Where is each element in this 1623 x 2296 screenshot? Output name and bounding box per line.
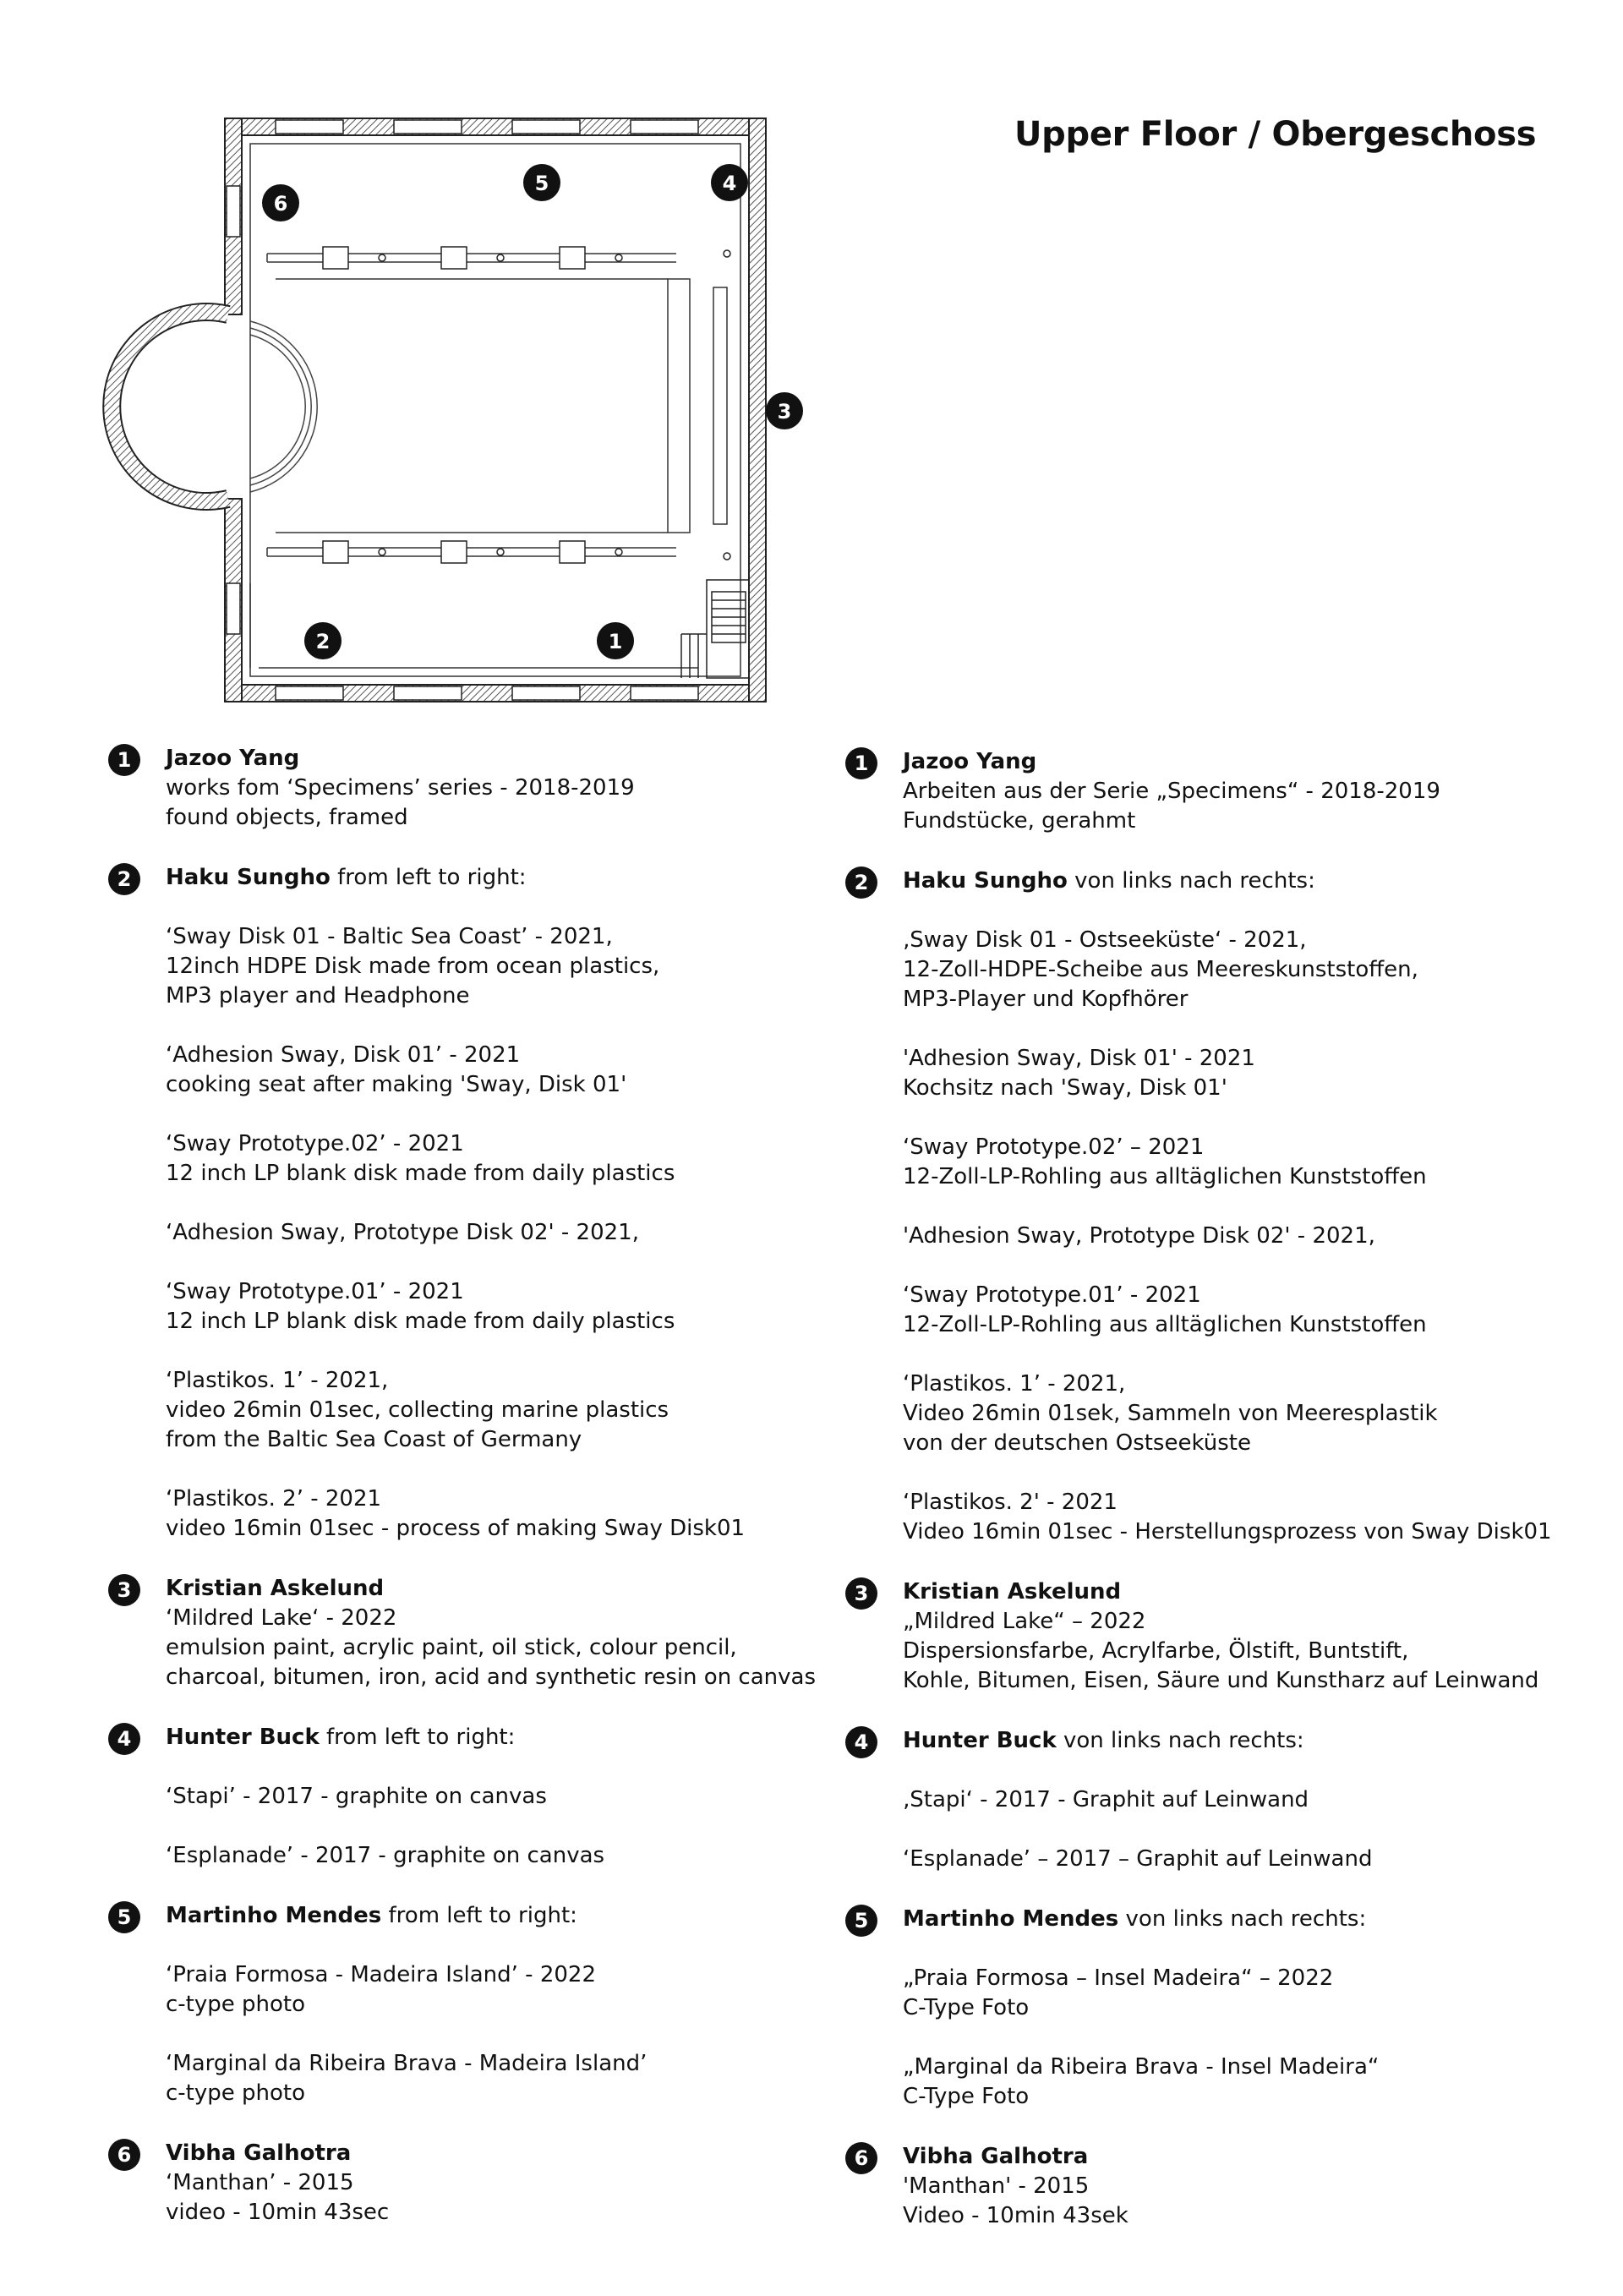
artwork-detail-line: ‘Manthan’ - 2015 xyxy=(166,2170,354,2195)
artwork-detail-line xyxy=(166,1812,869,1841)
artwork-entry xyxy=(845,866,1606,1547)
artwork-detail-line: MP3 player and Headphone xyxy=(166,983,470,1009)
artwork-detail-line: c-type photo xyxy=(166,2080,306,2106)
svg-text:5: 5 xyxy=(534,172,549,195)
artwork-detail-line xyxy=(903,1815,1606,1845)
artwork-detail-line: Video 16min 01sec - Herstellungsprozess von Sway Disk01 xyxy=(903,1519,1552,1544)
artwork-detail-line xyxy=(903,1934,1606,1964)
artwork-detail-line: ‘Adhesion Sway, Disk 01’ - 2021 xyxy=(166,1042,521,1068)
artwork-detail-line: emulsion paint, acrylic paint, oil stick, colour pencil, xyxy=(166,1635,737,1660)
artwork-detail-line: Video - 10min 43sek xyxy=(903,2203,1128,2228)
artwork-detail-line xyxy=(903,896,1606,926)
artwork-detail-line: ‘Plastikos. 2' - 2021 xyxy=(903,1490,1118,1515)
english-artwork-list xyxy=(108,744,869,2228)
artist-name: Martinho Mendes xyxy=(166,1903,382,1928)
artwork-detail-line xyxy=(903,1251,1606,1281)
number-badge: 6 xyxy=(108,2139,140,2171)
plan-marker-2 xyxy=(304,622,342,659)
artist-line xyxy=(166,1723,869,1752)
artwork-detail-line: 12 inch LP blank disk made from daily plastics xyxy=(166,1161,675,1186)
number-badge: 5 xyxy=(845,1905,877,1937)
artwork-detail-line: ‘Esplanade’ - 2017 - graphite on canvas xyxy=(166,1843,605,1868)
artist-name: Haku Sungho xyxy=(903,868,1068,894)
artist-name: Hunter Buck xyxy=(166,1725,320,1750)
artwork-detail-line: ‘Adhesion Sway, Prototype Disk 02' - 2021, xyxy=(166,1220,639,1245)
artwork-detail-line: Fundstücke, gerahmt xyxy=(903,808,1136,834)
artist-suffix: from left to right: xyxy=(330,865,527,890)
artwork-detail-line: 'Adhesion Sway, Disk 01' - 2021 xyxy=(903,1046,1255,1071)
floor-plan xyxy=(85,110,862,727)
artist-name: Haku Sungho xyxy=(166,865,331,890)
artwork-detail-line: found objects, framed xyxy=(166,805,408,830)
artwork-entry xyxy=(108,2139,869,2228)
artwork-detail-line xyxy=(903,1756,1606,1785)
artwork-detail-line: 12-Zoll-HDPE-Scheibe aus Meereskunststoffen, xyxy=(903,957,1418,982)
artist-line xyxy=(903,747,1606,777)
artwork-detail-line: works fom ‘Specimens’ series - 2018-2019 xyxy=(166,775,635,801)
artwork-detail-line: ‘Plastikos. 2’ - 2021 xyxy=(166,1486,382,1512)
number-badge: 3 xyxy=(108,1574,140,1606)
artwork-detail-line: ‘Plastikos. 1’ - 2021, xyxy=(166,1368,389,1393)
artist-line xyxy=(166,2139,869,2168)
artwork-detail-line: ‘Sway Prototype.01’ - 2021 xyxy=(166,1279,464,1304)
number-badge: 1 xyxy=(845,747,877,779)
svg-text:6: 6 xyxy=(273,192,288,216)
artist-name: Jazoo Yang xyxy=(903,749,1037,774)
artist-line xyxy=(166,1574,869,1604)
artwork-detail-line xyxy=(166,1931,869,1960)
artist-name: Hunter Buck xyxy=(903,1728,1057,1753)
artwork-detail-line: 12-Zoll-LP-Rohling aus alltäglichen Kunststoffen xyxy=(903,1164,1427,1189)
artist-line xyxy=(903,2142,1606,2172)
artwork-detail-line xyxy=(166,1455,869,1484)
artwork-detail-line: 12 inch LP blank disk made from daily plastics xyxy=(166,1309,675,1334)
artwork-detail-line: 'Adhesion Sway, Prototype Disk 02' - 2021, xyxy=(903,1223,1375,1249)
artwork-entry xyxy=(108,744,869,833)
artwork-detail-line xyxy=(166,1337,869,1366)
artwork-detail-line: from the Baltic Sea Coast of Germany xyxy=(166,1427,582,1452)
artwork-entry xyxy=(845,747,1606,836)
artwork-detail-line xyxy=(903,1340,1606,1369)
artist-suffix: from left to right: xyxy=(381,1903,577,1928)
artwork-detail-line: cooking seat after making 'Sway, Disk 01' xyxy=(166,1072,627,1097)
artwork-detail-line: Dispersionsfarbe, Acrylfarbe, Ölstift, Buntstift, xyxy=(903,1638,1409,1664)
artist-line xyxy=(903,1905,1606,1934)
artwork-detail-line xyxy=(166,1189,869,1218)
artwork-detail-line xyxy=(166,1100,869,1129)
artist-line xyxy=(166,744,869,774)
number-badge: 2 xyxy=(845,866,877,899)
number-badge: 4 xyxy=(845,1726,877,1758)
artist-line xyxy=(903,866,1606,896)
svg-text:2: 2 xyxy=(315,630,331,653)
artwork-detail-line: Arbeiten aus der Serie „Specimens“ - 2018-2019 xyxy=(903,779,1440,804)
artwork-detail-line: ‘Sway Prototype.02’ – 2021 xyxy=(903,1134,1205,1160)
artwork-detail-line: ‘Esplanade’ – 2017 – Graphit auf Leinwand xyxy=(903,1846,1373,1872)
artwork-detail-line: Video 26min 01sek, Sammeln von Meeresplastik xyxy=(903,1401,1438,1426)
number-badge: 6 xyxy=(845,2142,877,2174)
artist-line xyxy=(166,1901,869,1931)
artist-line xyxy=(903,1726,1606,1756)
plan-marker-5 xyxy=(523,164,560,201)
artwork-detail-line: „Mildred Lake“ – 2022 xyxy=(903,1609,1146,1634)
artwork-detail-line: ‘Sway Disk 01 - Baltic Sea Coast’ - 2021, xyxy=(166,924,613,949)
artwork-detail-line xyxy=(903,1103,1606,1133)
svg-text:4: 4 xyxy=(722,172,737,195)
artwork-detail-line xyxy=(166,1011,869,1041)
artwork-detail-line xyxy=(903,2023,1606,2053)
page-title: Upper Floor / Obergeschoss xyxy=(1014,115,1537,154)
plan-pillars xyxy=(323,247,730,563)
artwork-detail-line: ‘Marginal da Ribeira Brava - Madeira Island’ xyxy=(166,2051,648,2076)
artwork-detail-line: ‘Sway Prototype.01’ - 2021 xyxy=(903,1282,1201,1308)
artist-name: Kristian Askelund xyxy=(903,1579,1122,1604)
artwork-entry xyxy=(845,1905,1606,2112)
artwork-detail-line: ‚Stapi‘ - 2017 - Graphit auf Leinwand xyxy=(903,1787,1309,1812)
artwork-entry xyxy=(108,863,869,1544)
artist-suffix: von links nach rechts: xyxy=(1067,868,1315,894)
artist-name: Vibha Galhotra xyxy=(903,2144,1089,2169)
artwork-detail-line: 12inch HDPE Disk made from ocean plastics, xyxy=(166,954,660,979)
number-badge: 5 xyxy=(108,1901,140,1933)
artwork-detail-line: „Praia Formosa – Insel Madeira“ – 2022 xyxy=(903,1965,1334,1991)
artist-line xyxy=(166,863,869,893)
artwork-entry xyxy=(108,1574,869,1692)
german-artwork-list xyxy=(845,747,1606,2231)
artist-name: Kristian Askelund xyxy=(166,1576,385,1601)
number-badge: 2 xyxy=(108,863,140,895)
artwork-detail-line: Kochsitz nach 'Sway, Disk 01' xyxy=(903,1075,1227,1101)
artwork-detail-line: MP3-Player und Kopfhörer xyxy=(903,987,1189,1012)
artwork-entry xyxy=(845,2142,1606,2231)
artwork-detail-line: Kohle, Bitumen, Eisen, Säure und Kunstharz auf Leinwand xyxy=(903,1668,1539,1693)
artwork-detail-line xyxy=(166,2020,869,2049)
artwork-detail-line: ‘Stapi’ - 2017 - graphite on canvas xyxy=(166,1784,547,1809)
artist-name: Vibha Galhotra xyxy=(166,2140,352,2166)
artwork-detail-line: ‘Sway Prototype.02’ - 2021 xyxy=(166,1131,464,1156)
artwork-detail-line: video 16min 01sec - process of making Sway Disk01 xyxy=(166,1516,746,1541)
artist-suffix: von links nach rechts: xyxy=(1118,1906,1367,1932)
plan-walls xyxy=(225,118,766,702)
artwork-detail-line: „Marginal da Ribeira Brava - Insel Madeira“ xyxy=(903,2054,1380,2080)
artwork-detail-line: von der deutschen Ostseeküste xyxy=(903,1430,1251,1456)
artwork-detail-line: 'Manthan' - 2015 xyxy=(903,2173,1090,2199)
artwork-detail-line: C-Type Foto xyxy=(903,1995,1030,2020)
artwork-detail-line: 12-Zoll-LP-Rohling aus alltäglichen Kunststoffen xyxy=(903,1312,1427,1337)
artist-line xyxy=(903,1577,1606,1607)
artwork-detail-line: C-Type Foto xyxy=(903,2084,1030,2109)
plan-marker-6 xyxy=(262,184,299,221)
svg-text:1: 1 xyxy=(608,630,623,653)
artist-name: Martinho Mendes xyxy=(903,1906,1119,1932)
artwork-detail-line xyxy=(903,1458,1606,1488)
number-badge: 3 xyxy=(845,1577,877,1610)
artwork-detail-line xyxy=(903,1014,1606,1044)
artwork-detail-line: ‘Plastikos. 1’ - 2021, xyxy=(903,1371,1126,1397)
artwork-detail-line xyxy=(166,893,869,922)
artwork-detail-line xyxy=(903,1192,1606,1222)
artwork-detail-line xyxy=(166,1248,869,1277)
artist-suffix: from left to right: xyxy=(319,1725,516,1750)
plan-marker-4 xyxy=(711,164,748,201)
plan-marker-1 xyxy=(597,622,634,659)
artwork-detail-line: ‚Sway Disk 01 - Ostseeküste‘ - 2021, xyxy=(903,927,1307,953)
artwork-detail-line xyxy=(166,1752,869,1782)
plan-apse xyxy=(112,312,317,501)
artwork-entry xyxy=(845,1726,1606,1874)
svg-text:3: 3 xyxy=(777,400,792,424)
artwork-detail-line: charcoal, bitumen, iron, acid and synthetic resin on canvas xyxy=(166,1665,817,1690)
artwork-detail-line: c-type photo xyxy=(166,1992,306,2017)
artwork-detail-line: video 26min 01sec, collecting marine plastics xyxy=(166,1397,669,1423)
number-badge: 4 xyxy=(108,1723,140,1755)
artwork-entry xyxy=(108,1901,869,2108)
artwork-detail-line: ‘Mildred Lake‘ - 2022 xyxy=(166,1605,397,1631)
number-badge: 1 xyxy=(108,744,140,776)
plan-marker-3 xyxy=(766,392,803,429)
plan-stairs xyxy=(681,580,749,678)
artwork-entry xyxy=(108,1723,869,1871)
artwork-detail-line: video - 10min 43sec xyxy=(166,2200,390,2225)
artist-suffix: von links nach rechts: xyxy=(1056,1728,1304,1753)
artwork-entry xyxy=(845,1577,1606,1696)
artist-name: Jazoo Yang xyxy=(166,746,300,771)
artwork-detail-line: ‘Praia Formosa - Madeira Island’ - 2022 xyxy=(166,1962,596,1987)
